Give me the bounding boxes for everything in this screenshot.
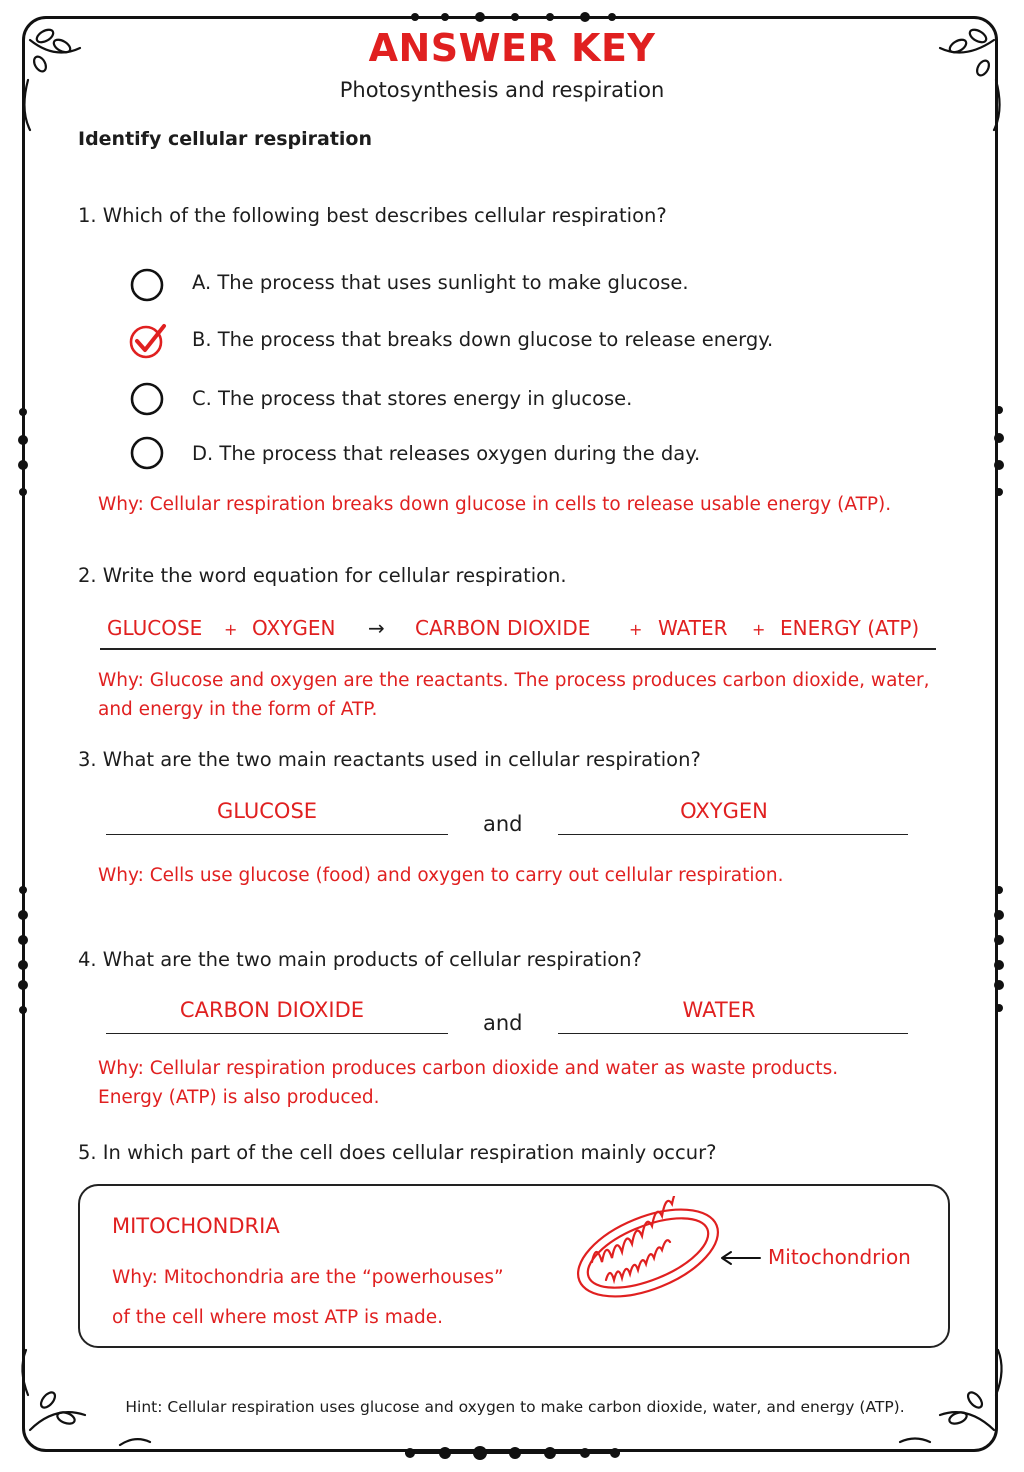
equation-product-3: ENERGY (ATP)	[780, 616, 920, 640]
q4-answer-1[interactable]: CARBON DIOXIDE	[179, 998, 365, 1022]
equation-reactant-2: OXYGEN	[252, 616, 336, 640]
radio-circle-icon[interactable]	[128, 380, 166, 418]
radio-circle-icon[interactable]	[128, 434, 166, 472]
leaf-sprig-icon	[900, 1350, 1002, 1442]
question-3: 3. What are the two main reactants used in cellular respiration?	[78, 748, 701, 771]
equation-underline	[100, 648, 936, 650]
question-2: 2. Write the word equation for cellular respiration.	[78, 564, 567, 587]
q4-answer-2[interactable]: WATER	[682, 998, 756, 1022]
q5-explanation-line-2: of the cell where most ATP is made.	[112, 1307, 444, 1328]
q3-explanation: Why: Cells use glucose (food) and oxygen to carry out cellular respiration.	[98, 865, 784, 886]
q5-answer[interactable]: MITOCHONDRIA	[112, 1214, 280, 1238]
question-1: 1. Which of the following best describes cellular respiration?	[78, 204, 667, 227]
checkmark-icon[interactable]	[126, 320, 172, 362]
question-4: 4. What are the two main products of cellular respiration?	[78, 948, 642, 971]
equation-reactant-1: GLUCOSE	[107, 616, 203, 640]
q4-blank-2	[558, 1033, 908, 1034]
arrow-left-icon	[718, 1248, 764, 1268]
question-5: 5. In which part of the cell does cellular respiration mainly occur?	[78, 1141, 717, 1164]
radio-circle-icon[interactable]	[128, 266, 166, 304]
q4-explanation-line-2: Energy (ATP) is also produced.	[98, 1087, 380, 1108]
option-a[interactable]: A. The process that uses sunlight to make glucose.	[192, 271, 689, 294]
mitochondrion-icon	[570, 1196, 730, 1314]
option-c[interactable]: C. The process that stores energy in glucose.	[192, 387, 633, 410]
diagram-label: Mitochondrion	[768, 1245, 911, 1269]
q2-explanation-line-2: and energy in the form of ATP.	[98, 699, 378, 720]
page-title: ANSWER KEY	[368, 26, 656, 70]
equation-arrow: →	[368, 616, 385, 640]
q2-explanation-line-1: Why: Glucose and oxygen are the reactants. The process produces carbon dioxide, water,	[98, 670, 930, 691]
q3-answer-2[interactable]: OXYGEN	[680, 799, 768, 823]
q4-explanation-line-1: Why: Cellular respiration produces carbon dioxide and water as waste products.	[98, 1058, 839, 1079]
equation-plus: +	[629, 620, 643, 639]
equation-plus: +	[752, 620, 766, 639]
section-title: Identify cellular respiration	[78, 128, 373, 150]
q3-connector: and	[483, 812, 523, 836]
q4-connector: and	[483, 1011, 523, 1035]
q3-blank-2	[558, 834, 908, 835]
equation-product-2: WATER	[658, 616, 728, 640]
equation-plus: +	[224, 620, 238, 639]
hint-text: Hint: Cellular respiration uses glucose and oxygen to make carbon dioxide, water, and energy (ATP).	[125, 1398, 905, 1416]
q5-explanation-line-1: Why: Mitochondria are the “powerhouses”	[112, 1267, 504, 1288]
q3-blank-1	[106, 834, 448, 835]
page-subtitle: Photosynthesis and respiration	[339, 78, 665, 102]
option-d[interactable]: D. The process that releases oxygen during the day.	[192, 442, 701, 465]
q3-answer-1[interactable]: GLUCOSE	[216, 799, 318, 823]
q1-explanation: Why: Cellular respiration breaks down glucose in cells to release usable energy (ATP).	[98, 494, 892, 515]
q4-blank-1	[106, 1033, 448, 1034]
equation-product-1: CARBON DIOXIDE	[415, 616, 591, 640]
option-b[interactable]: B. The process that breaks down glucose to release energy.	[192, 328, 774, 351]
